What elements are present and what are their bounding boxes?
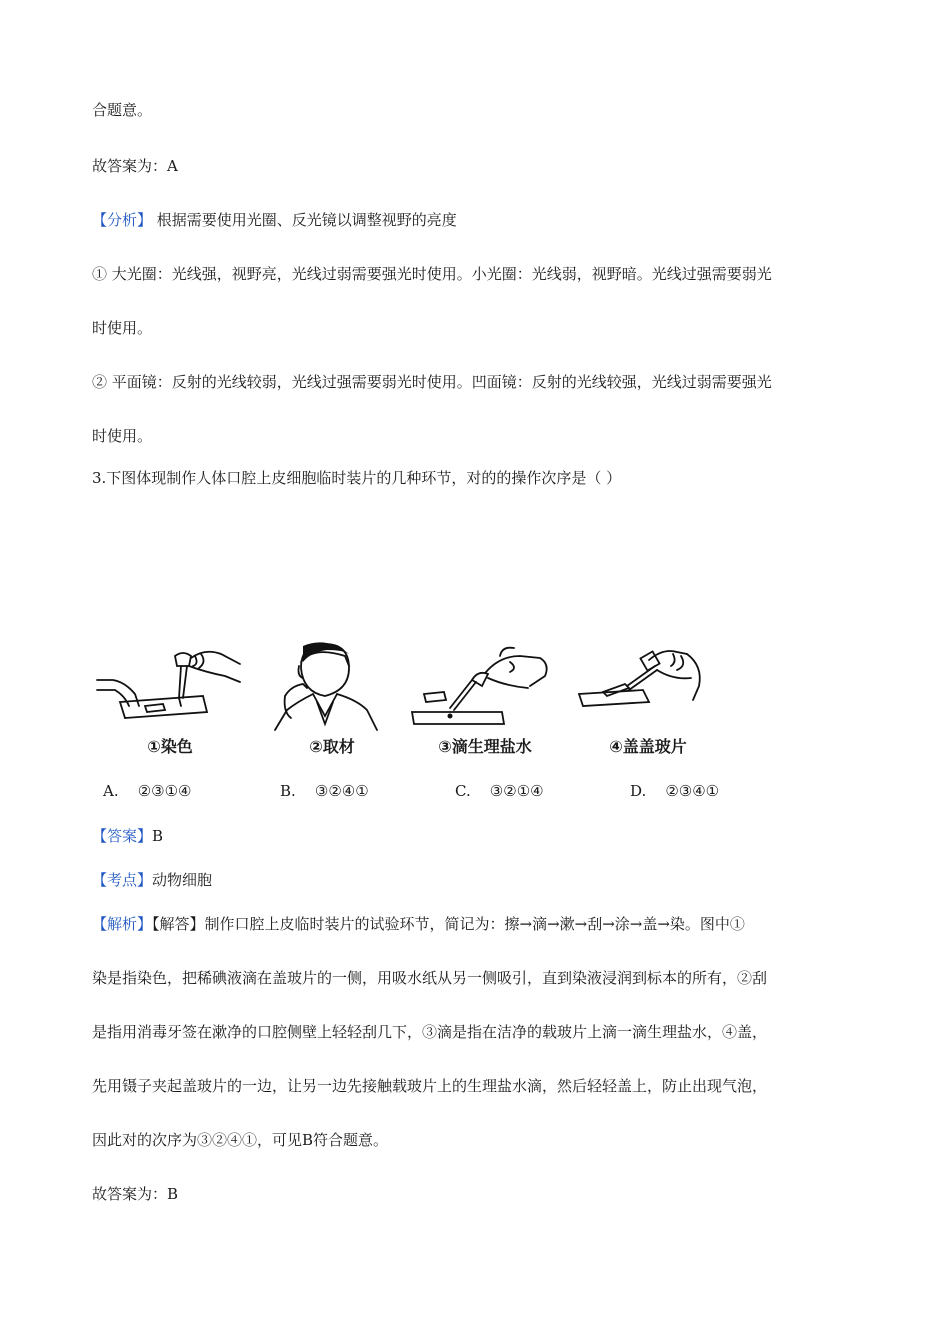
explanation-tag: 【解析】 xyxy=(92,915,153,933)
caption-staining: ①染色 xyxy=(147,737,193,756)
option-b xyxy=(280,782,369,800)
kaodian-line xyxy=(92,870,212,890)
option-letter: D. xyxy=(630,782,647,800)
saline-illustration xyxy=(410,636,560,736)
panel-staining xyxy=(95,636,245,766)
text-line: 合题意。 xyxy=(92,101,153,119)
panel-coverslip xyxy=(573,636,723,766)
caption-coverslip: ④盖盖玻片 xyxy=(609,737,687,756)
explanation-line: 因此对的次序为③②④①，可见B符合题意。 xyxy=(92,1131,389,1149)
option-letter: B. xyxy=(280,782,296,800)
final-answer: 故答案为：B xyxy=(92,1185,179,1203)
procedure-figure xyxy=(95,636,735,766)
option-text: ②③①④ xyxy=(137,782,192,800)
text-line: ① 大光圈：光线强，视野亮，光线过弱需要强光时使用。小光圈：光线弱，视野暗。光线过强需要弱光 xyxy=(92,265,772,283)
text-line: 时使用。 xyxy=(92,319,153,337)
panel-sampling xyxy=(257,636,407,766)
answer-text: B xyxy=(152,827,164,845)
explanation-text: 【解答】制作口腔上皮临时装片的试验环节，简记为：擦→滴→漱→刮→涂→盖→染。图中① xyxy=(152,915,745,933)
caption-sampling: ②取材 xyxy=(309,737,355,756)
answer-tag: 【答案】 xyxy=(92,827,153,845)
analysis-line xyxy=(92,210,457,230)
answer-line xyxy=(92,826,163,846)
sampling-illustration xyxy=(257,636,407,736)
explanation-line: 染是指染色，把稀碘液滴在盖玻片的一侧，用吸水纸从另一侧吸引，直到染液浸润到标本的所有，②刮 xyxy=(92,969,768,987)
staining-illustration xyxy=(95,636,245,736)
question-3: 3.下图体现制作人体口腔上皮细胞临时装片的几种环节，对的的操作次序是（ ） xyxy=(92,469,622,487)
kaodian-text: 动物细胞 xyxy=(152,871,213,889)
text-line: ② 平面镜：反射的光线较弱，光线过强需要弱光时使用。凹面镜：反射的光线较强，光线过弱需要强光 xyxy=(92,373,772,391)
option-a xyxy=(103,782,191,800)
panel-saline xyxy=(410,636,560,766)
kaodian-tag: 【考点】 xyxy=(92,871,153,889)
explanation-line: 先用镊子夹起盖玻片的一边，让另一边先接触载玻片上的生理盐水滴，然后轻轻盖上，防止出现气泡， xyxy=(92,1077,768,1095)
option-text: ③②①④ xyxy=(489,782,544,800)
coverslip-illustration xyxy=(573,636,723,736)
option-text: ③②④① xyxy=(314,782,369,800)
option-letter: C. xyxy=(455,782,471,800)
option-d xyxy=(630,782,719,800)
text-line: 时使用。 xyxy=(92,427,153,445)
explanation-line: 是指用消毒牙签在漱净的口腔侧壁上轻轻刮几下，③滴是指在洁净的载玻片上滴一滴生理盐水，④盖， xyxy=(92,1023,768,1041)
option-letter: A. xyxy=(103,782,119,800)
option-c xyxy=(455,782,544,800)
analysis-tag: 【分析】 xyxy=(92,211,153,229)
option-text: ②③④① xyxy=(665,782,720,800)
explanation-line xyxy=(92,914,745,934)
text-line: 故答案为：A xyxy=(92,157,178,175)
analysis-text: 根据需要使用光圈、反光镜以调整视野的亮度 xyxy=(152,211,457,229)
caption-saline: ③滴生理盐水 xyxy=(438,737,532,756)
